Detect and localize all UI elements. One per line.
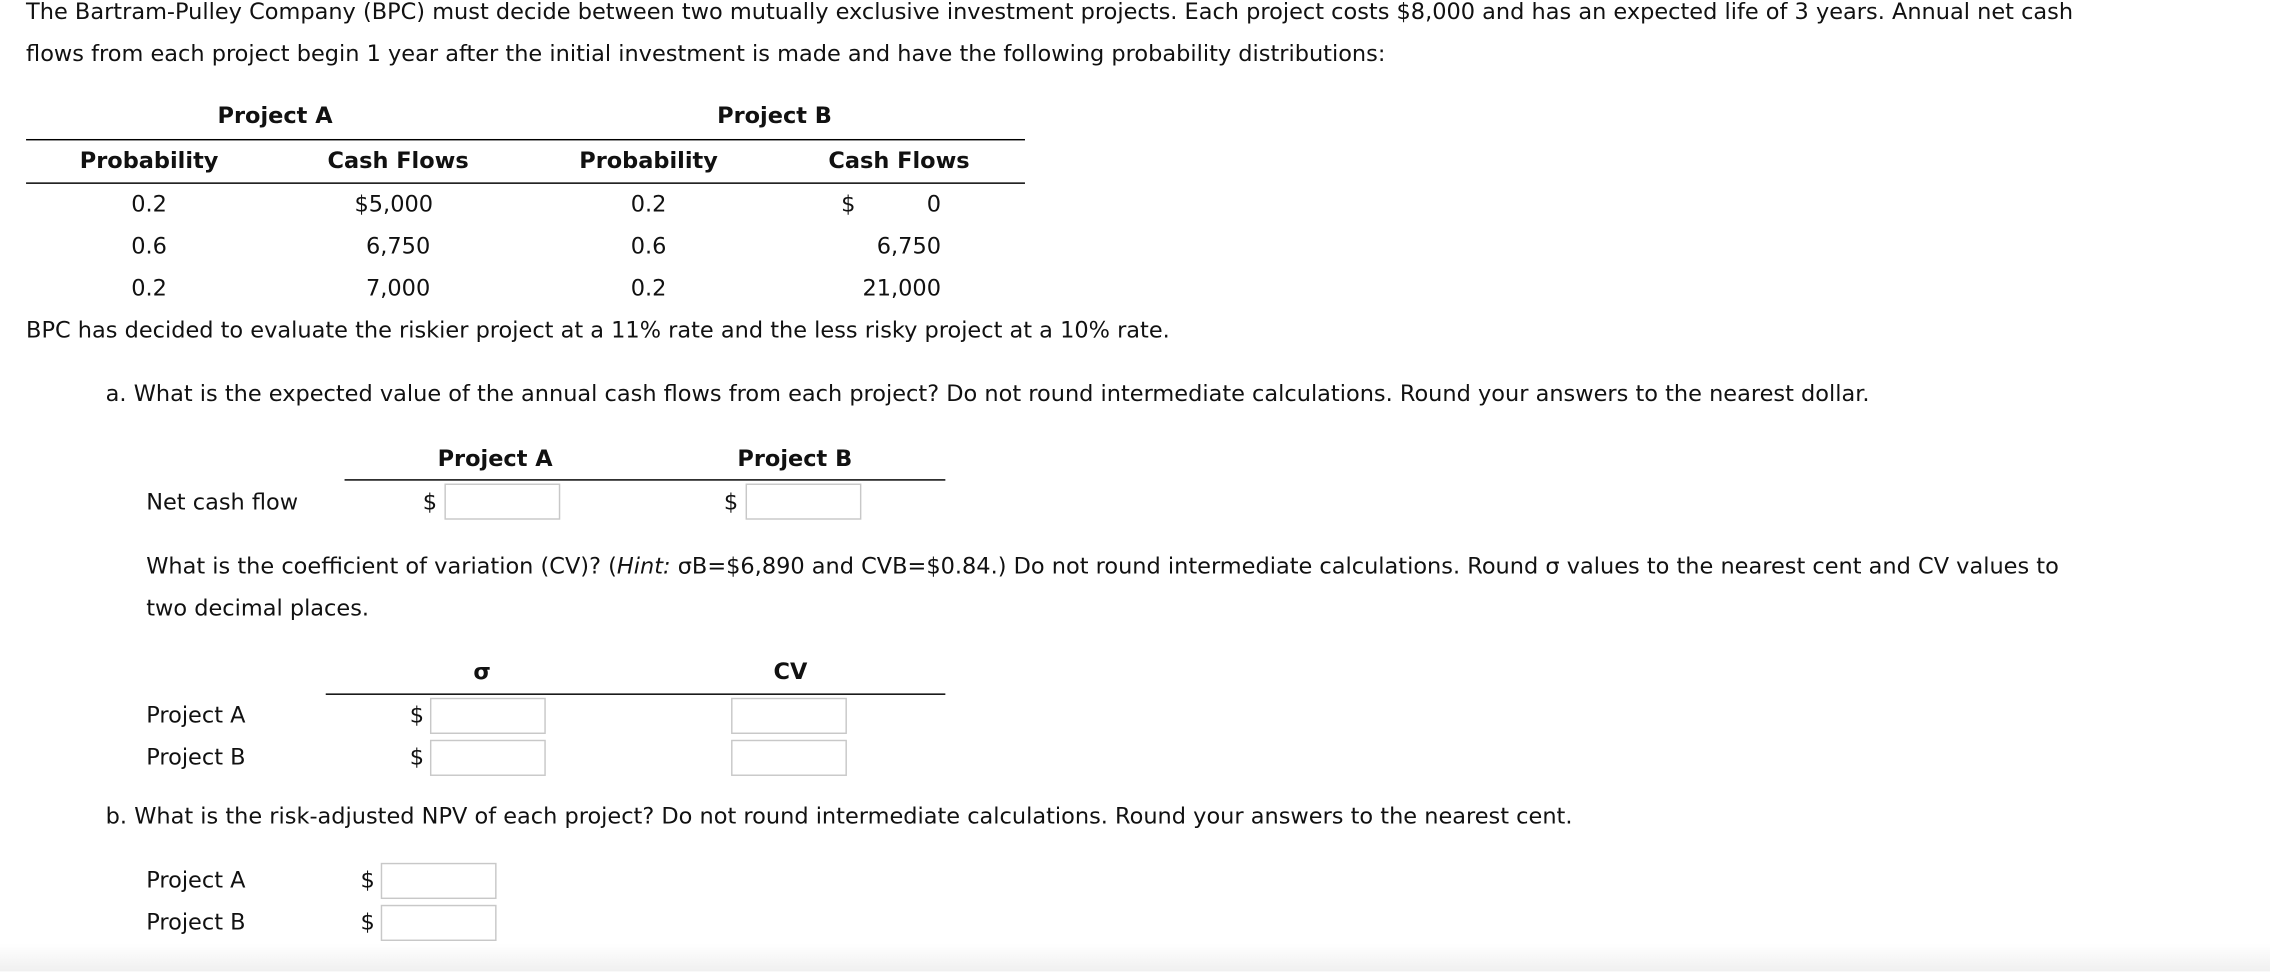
col-cashflows-b: Cash Flows bbox=[828, 147, 970, 174]
table-cell: 6,750 bbox=[365, 233, 431, 260]
currency-symbol: $ bbox=[409, 744, 424, 771]
cv-question-line-1 bbox=[146, 553, 2059, 579]
table-cell: 0.6 bbox=[630, 233, 667, 260]
net-cash-flow-a-input[interactable] bbox=[444, 484, 560, 520]
currency-symbol: $ bbox=[422, 489, 438, 516]
project-b-heading: Project B bbox=[717, 102, 832, 129]
text: σB=$6,890 and CVB=$0.84.) Do not round intermediate calculations. Round σ values to the nearest cent and CV values to bbox=[670, 553, 2059, 580]
table-cell: 0.2 bbox=[131, 275, 167, 302]
col-probability-a: Probability bbox=[79, 147, 219, 174]
npv-b-input[interactable] bbox=[381, 905, 497, 941]
row-label: Project A bbox=[146, 702, 246, 729]
table-cell: 21,000 bbox=[862, 275, 942, 302]
net-cash-flow-b-input[interactable] bbox=[746, 484, 862, 520]
currency-symbol: $ bbox=[360, 867, 375, 894]
col-project-b: Project B bbox=[737, 445, 853, 472]
cv-a-input[interactable] bbox=[731, 698, 847, 734]
hint-label: Hint: bbox=[616, 553, 671, 580]
table-cell: $ bbox=[841, 191, 856, 218]
part-b-question: b. What is the risk-adjusted NPV of each project? Do not round intermediate calculations. Round your answers to the nearest cent. bbox=[105, 803, 1573, 830]
row-label: Project B bbox=[146, 744, 246, 771]
divider bbox=[345, 479, 946, 480]
table-cell: $5,000 bbox=[354, 191, 434, 218]
col-sigma: σ bbox=[473, 658, 491, 685]
divider bbox=[326, 693, 946, 694]
table-cell: 0 bbox=[926, 191, 942, 218]
col-cashflows-a: Cash Flows bbox=[327, 147, 469, 174]
table-cell: 0.6 bbox=[131, 233, 167, 260]
table-cell: 7,000 bbox=[365, 275, 431, 302]
intro-line-1: The Bartram-Pulley Company (BPC) must decide between two mutually exclusive investment projects. Each project costs $8,000 and has an expected life of 3 years. Annual net cash bbox=[26, 0, 2074, 25]
sigma-a-input[interactable] bbox=[430, 698, 546, 734]
currency-symbol: $ bbox=[723, 489, 739, 516]
net-cash-flow-label: Net cash flow bbox=[146, 489, 299, 516]
col-probability-b: Probability bbox=[579, 147, 718, 174]
cv-question-line-2: two decimal places. bbox=[146, 595, 370, 622]
rate-note: BPC has decided to evaluate the riskier project at a 11% rate and the less risky project at a 10% rate. bbox=[26, 317, 1170, 344]
cv-b-input[interactable] bbox=[731, 740, 847, 776]
npv-a-input[interactable] bbox=[381, 863, 497, 899]
table-cell: 6,750 bbox=[876, 233, 942, 260]
table-cell: 0.2 bbox=[630, 191, 667, 218]
part-a-question: a. What is the expected value of the annual cash flows from each project? Do not round intermediate calculations. Round your answers to the nearest dollar. bbox=[105, 380, 1870, 407]
intro-line-2: flows from each project begin 1 year after the initial investment is made and have the following probability distributions: bbox=[26, 40, 1386, 67]
col-cv: CV bbox=[773, 658, 808, 685]
col-project-a: Project A bbox=[437, 445, 553, 472]
divider bbox=[26, 182, 1025, 183]
divider bbox=[26, 139, 1025, 140]
currency-symbol: $ bbox=[409, 702, 424, 729]
row-label: Project A bbox=[146, 867, 246, 894]
sigma-b-input[interactable] bbox=[430, 740, 546, 776]
table-cell: 0.2 bbox=[131, 191, 167, 218]
table-cell: 0.2 bbox=[630, 275, 667, 302]
row-label: Project B bbox=[146, 909, 246, 936]
bottom-fade bbox=[0, 944, 2270, 972]
text: What is the coefficient of variation (CV)? ( bbox=[146, 553, 617, 580]
project-a-heading: Project A bbox=[217, 102, 333, 129]
currency-symbol: $ bbox=[360, 909, 375, 936]
